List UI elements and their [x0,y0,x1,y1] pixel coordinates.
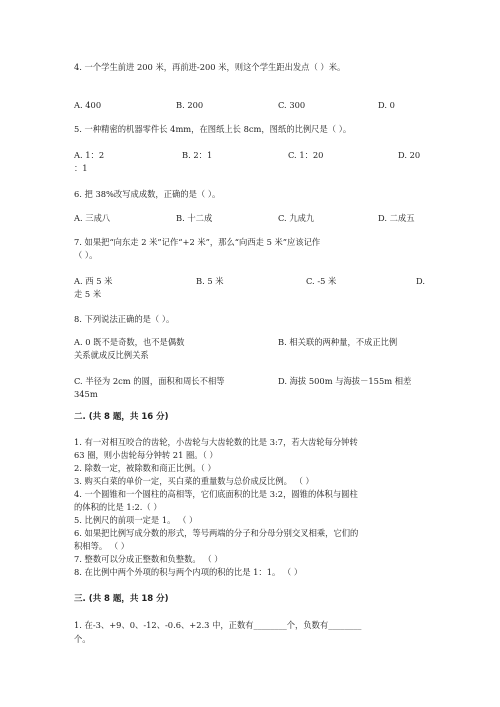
q5-option-d-wrap: ：1 [74,163,88,173]
q8-stem: 8. 下列说法正确的是（ ）。 [74,314,175,324]
s2-line: 1. 有一对相互咬合的齿轮，小齿轮与大齿轮数的比是 3:7，若大齿轮每分钟转 [74,437,358,447]
q8-option-d: D. 海拔 500m 与海拔－155m 相差 [278,376,412,386]
q4-option-b: B. 200 [176,100,204,110]
q7-stem-line2: （ ）。 [74,250,98,260]
q5-option-c: C. 1：20 [288,150,324,160]
s2-line: 63 圈，则小齿轮每分钟转 21 圈。（ ） [74,450,218,460]
section-3-title: 三. (共 8 题，共 18 分) [74,594,169,604]
q7-option-d-wrap: 走 5 米 [74,289,102,299]
q4-option-d: D. 0 [378,100,395,110]
q5-option-a: A. 1：2 [74,150,105,160]
s2-line: 6. 如果把比例写成分数的形式，等号两端的分子和分母分别交叉相乘，它们的 [74,528,359,538]
q4-option-c: C. 300 [278,100,306,110]
q7-option-c: C. -5 米 [306,276,337,286]
q7-option-b: B. 5 米 [196,276,224,286]
s2-line: 的体积的比是 1:2.（ ） [74,502,162,512]
s3-line: 1. 在-3、+9、0、-12、-0.6、+2.3 中，正数有________个，负数有________ [74,620,362,630]
s2-line: 7. 整数可以分成正整数和负整数。 （ ） [74,554,223,564]
q6-option-d: D. 二成五 [378,213,415,223]
q8-option-c: C. 半径为 2cm 的圆，面积和周长不相等 [74,376,225,386]
q4-option-a: A. 400 [74,100,102,110]
s2-line: 2. 除数一定，被除数和商正比例。（ ） [74,463,216,473]
s2-line: 积相等。 （ ） [74,541,130,551]
q8-option-d-wrap: 345m [74,389,98,399]
q8-option-b: B. 相关联的两种量，不成正比例 [278,337,398,347]
s2-line: 5. 比例尺的前项一定是 1。 （ ） [74,515,198,525]
q7-option-d: D. [416,276,425,286]
q5-stem: 5. 一种精密的机器零件长 4mm，在图纸上长 8cm，图纸的比例尺是（ ）。 [74,124,352,134]
section-2-title: 二. (共 8 题，共 16 分) [74,412,169,422]
q5-option-b: B. 2：1 [182,150,213,160]
q8-option-a: A. 0 既不是奇数，也不是偶数 [74,337,185,347]
q6-option-b: B. 十二成 [176,213,213,223]
q6-option-c: C. 九成九 [278,213,315,223]
q4-stem: 4. 一个学生前进 200 米，再前进-200 米，则这个学生距出发点（ ）米。 [74,62,346,72]
q7-option-a: A. 西 5 米 [74,276,113,286]
s2-line: 8. 在比例中两个外项的积与两个内项的积的比是 1：1。 （ ） [74,567,303,577]
s2-line: 4. 一个圆锥和一个圆柱的高相等，它们底面积的比是 3:2，圆锥的体积与圆柱 [74,489,358,499]
q6-stem: 6. 把 38%改写成成数，正确的是（ ）。 [74,189,221,199]
q7-stem-line1: 7. 如果把“向东走 2 米”记作“+2 米”，那么“向西走 5 米”应该记作 [74,237,321,247]
q5-option-d: D. 20 [398,150,421,160]
q6-option-a: A. 三成八 [74,213,111,223]
s2-line: 3. 购买白菜的单价一定，买白菜的重量数与总价成反比例。 （ ） [74,476,314,486]
s3-line: 个。 [74,634,91,644]
q8-option-b-wrap: 关系就成反比例关系 [74,350,149,360]
